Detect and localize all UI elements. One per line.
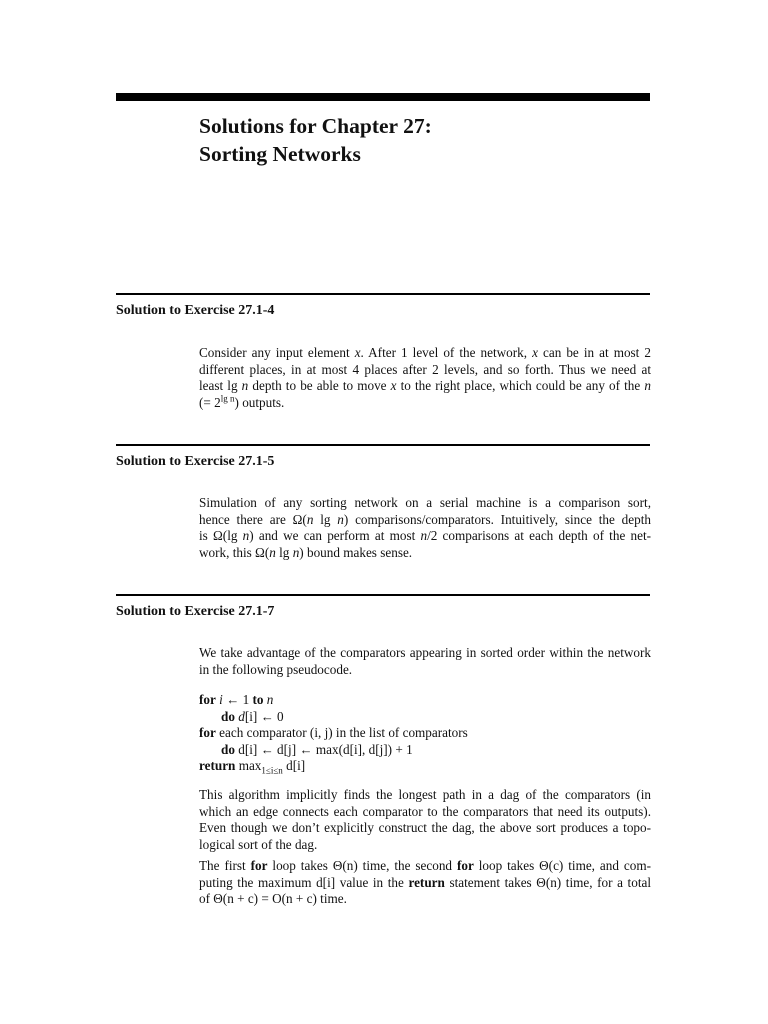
chapter-title [199, 112, 432, 168]
code-line: do d[i] ← d[j] ← max(d[i], d[j]) + 1 [221, 741, 413, 757]
text-line: in the following pseudocode. [199, 661, 353, 677]
section-heading: Solution to Exercise 27.1-5 [116, 454, 275, 469]
text-line: We take advantage of the comparators appearing in sorted order within the network [199, 645, 651, 660]
runtime-paragraph [199, 858, 651, 908]
text-line: is Ω(lg n) and we can perform at most n/2 comparisons at each depth of the net- [199, 528, 652, 544]
code-line: for i ← 1 to n [199, 692, 274, 707]
text-line: of Θ(n + c) = O(n + c) time. [199, 891, 347, 907]
text-line: The first for loop takes Θ(n) time, the second for loop takes Θ(c) time, and com- [199, 858, 651, 873]
pseudocode-block [199, 692, 468, 775]
solution-paragraph [199, 345, 651, 411]
text-line: Consider any input element x. After 1 level of the network, x can be in at most 2 [199, 345, 651, 360]
text-line: which an edge connects each comparator to the comparators that need its outputs). [199, 803, 651, 819]
text-line: (= $2^{lg n}$) outputs. [199, 393, 285, 410]
solution-paragraph [199, 495, 651, 561]
section-rule [116, 444, 650, 446]
text-line: least lg n depth to be able to move x to the right place, which could be any of the n [199, 378, 651, 394]
section-rule [116, 594, 650, 596]
text-line: different places, in at most 4 places after 2 levels, and so forth. Thus we need at [199, 361, 651, 377]
text-line: work, this Ω(n lg n) bound makes sense. [199, 544, 413, 560]
section-rule [116, 293, 650, 295]
text-line: Simulation of any sorting network on a serial machine is a comparison sort, [199, 495, 651, 510]
text-line: hence there are Ω(n lg n) comparisons/comparators. Intuitively, since the depth [199, 511, 651, 527]
text-line: logical sort of the dag. [199, 836, 318, 852]
section-heading: Solution to Exercise 27.1-7 [116, 604, 275, 619]
code-line: for each comparator (i, j) in the list of comparators [199, 725, 468, 741]
chapter-title-line1: Solutions for Chapter 27: [199, 114, 432, 138]
code-line: return $\max_{1\le i\le n} d[i]$ [199, 758, 306, 777]
explanation-paragraph [199, 787, 651, 853]
text-line: This algorithm implicitly finds the longest path in a dag of the comparators (in [199, 787, 651, 802]
code-line: do d[i] ← 0 [221, 708, 284, 724]
intro-paragraph [199, 645, 651, 678]
chapter-title-line2: Sorting Networks [199, 142, 361, 166]
chapter-top-rule [116, 93, 650, 101]
text-line: Even though we don’t explicitly construct the dag, the above sort produces a topo- [199, 820, 651, 836]
text-line: puting the maximum d[i] value in the return statement takes Θ(n) time, for a total [199, 874, 651, 890]
section-heading: Solution to Exercise 27.1-4 [116, 303, 275, 318]
